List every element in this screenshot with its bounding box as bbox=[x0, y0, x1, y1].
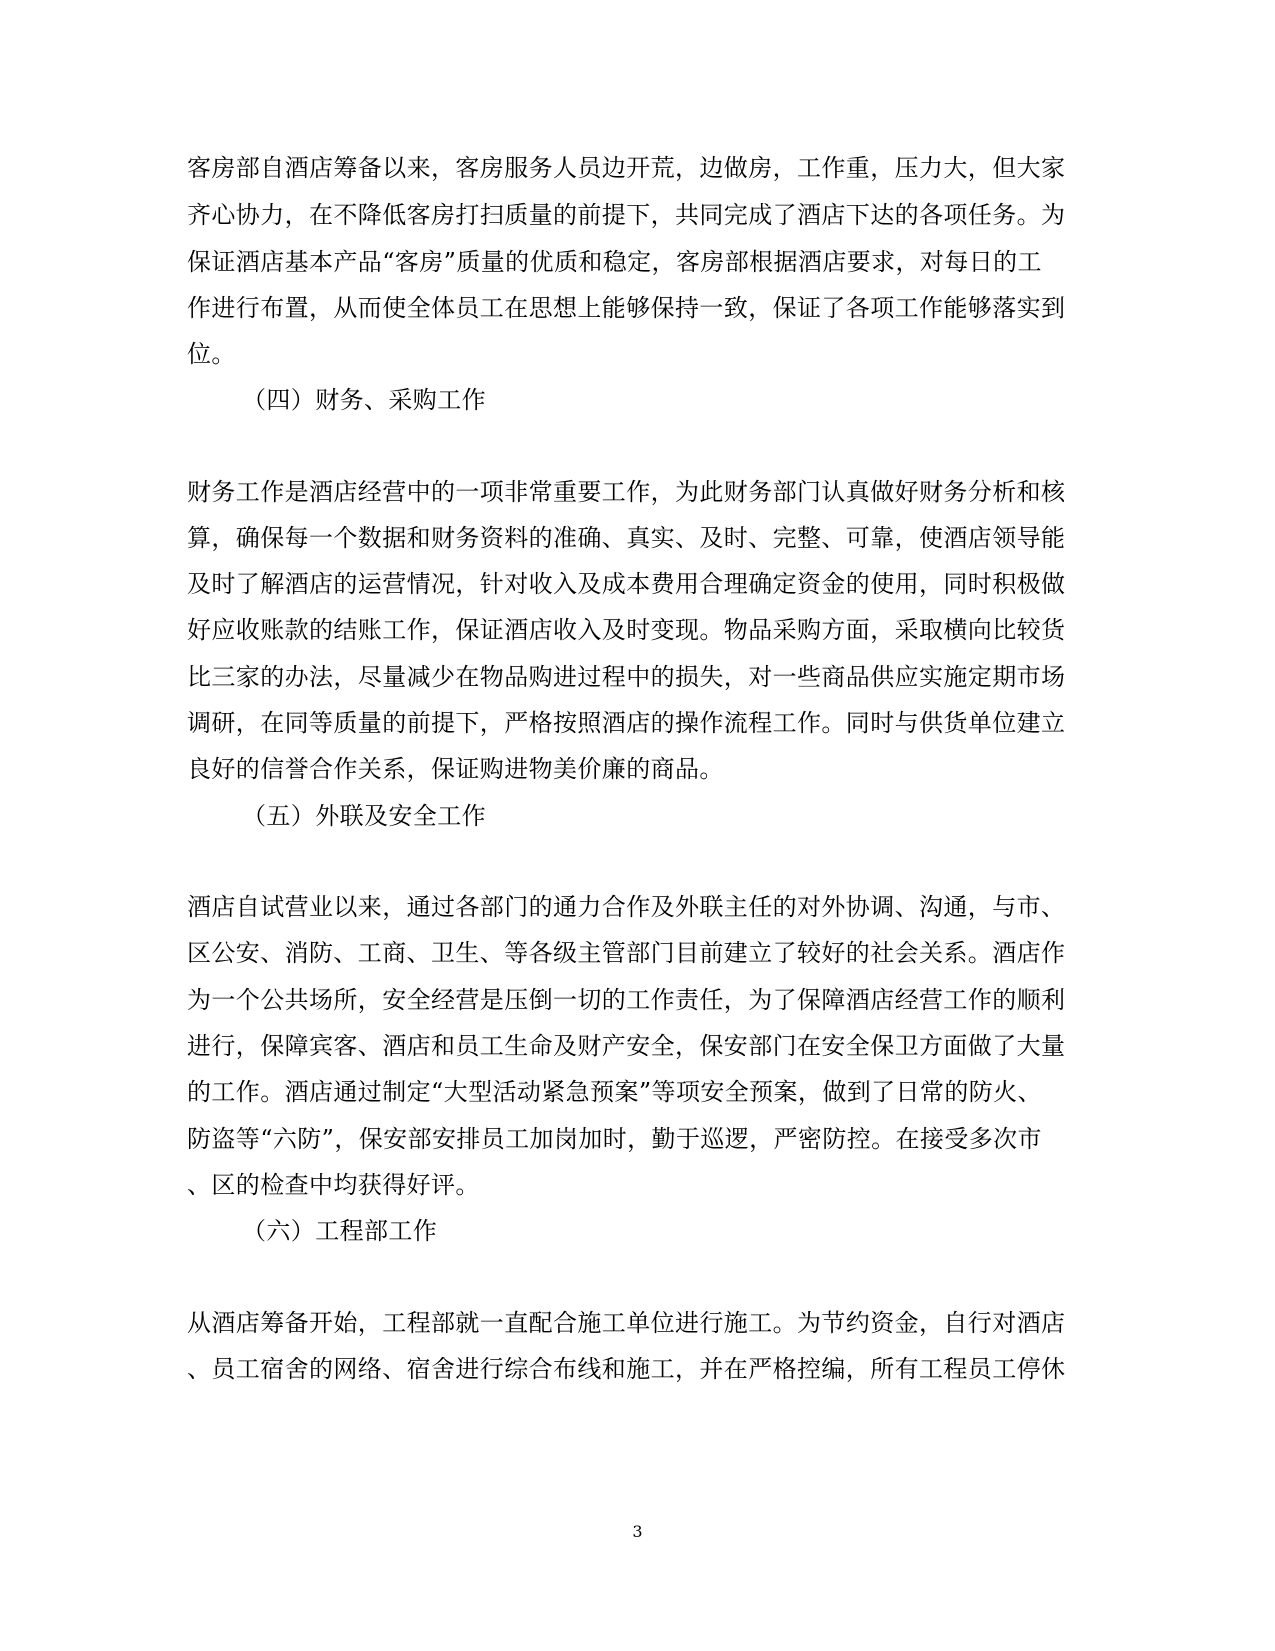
paragraph-line: 调研，在同等质量的前提下，严格按照酒店的操作流程工作。同时与供货单位建立 bbox=[187, 709, 1066, 737]
paragraph-line: 齐心协力，在不降低客房打扫质量的前提下，共同完成了酒店下达的各项任务。为 bbox=[187, 201, 1066, 229]
paragraph-line: 进行，保障宾客、酒店和员工生命及财产安全，保安部门在安全保卫方面做了大量 bbox=[187, 1032, 1066, 1060]
paragraph-line: 从酒店筹备开始，工程部就一直配合施工单位进行施工。为节约资金，自行对酒店 bbox=[187, 1309, 1066, 1337]
section-heading: （四）财务、采购工作 bbox=[242, 386, 486, 414]
paragraph-line: 比三家的办法，尽量减少在物品购进过程中的损失，对一些商品供应实施定期市场 bbox=[187, 663, 1066, 691]
paragraph-line: 的工作。酒店通过制定“大型活动紧急预案”等项安全预案，做到了日常的防火、 bbox=[187, 1078, 1042, 1106]
paragraph-line: 保证酒店基本产品“客房”质量的优质和稳定，客房部根据酒店要求，对每日的工 bbox=[187, 248, 1042, 276]
paragraph-line: 防盗等“六防”，保安部安排员工加岗加时，勤于巡逻，严密防控。在接受多次市 bbox=[187, 1125, 1042, 1153]
section-heading: （六）工程部工作 bbox=[242, 1217, 438, 1245]
paragraph-line: 位。 bbox=[187, 340, 236, 368]
paragraph-line: 酒店自试营业以来，通过各部门的通力合作及外联主任的对外协调、沟通，与市、 bbox=[187, 893, 1066, 921]
paragraph-line: 区公安、消防、工商、卫生、等各级主管部门目前建立了较好的社会关系。酒店作 bbox=[187, 939, 1066, 967]
paragraph-line: 好应收账款的结账工作，保证酒店收入及时变现。物品采购方面，采取横向比较货 bbox=[187, 616, 1066, 644]
paragraph-line: 客房部自酒店筹备以来，客房服务人员边开荒，边做房，工作重，压力大，但大家 bbox=[187, 154, 1066, 182]
paragraph-line: 作进行布置，从而使全体员工在思想上能够保持一致，保证了各项工作能够落实到 bbox=[187, 294, 1066, 322]
paragraph-line: 、员工宿舍的网络、宿舍进行综合布线和施工，并在严格控编，所有工程员工停休 bbox=[187, 1355, 1066, 1383]
paragraph-line: 良好的信誉合作关系，保证购进物美价廉的商品。 bbox=[187, 755, 724, 783]
paragraph-line: 为一个公共场所，安全经营是压倒一切的工作责任，为了保障酒店经营工作的顺利 bbox=[187, 986, 1066, 1014]
section-heading: （五）外联及安全工作 bbox=[242, 802, 486, 830]
paragraph-line: 财务工作是酒店经营中的一项非常重要工作，为此财务部门认真做好财务分析和核 bbox=[187, 478, 1066, 506]
paragraph-line: 、区的检查中均获得好评。 bbox=[187, 1171, 480, 1199]
paragraph-line: 算，确保每一个数据和财务资料的准确、真实、及时、完整、可靠，使酒店领导能 bbox=[187, 524, 1066, 552]
page-number: 3 bbox=[632, 1522, 643, 1541]
paragraph-line: 及时了解酒店的运营情况，针对收入及成本费用合理确定资金的使用，同时积极做 bbox=[187, 570, 1066, 598]
